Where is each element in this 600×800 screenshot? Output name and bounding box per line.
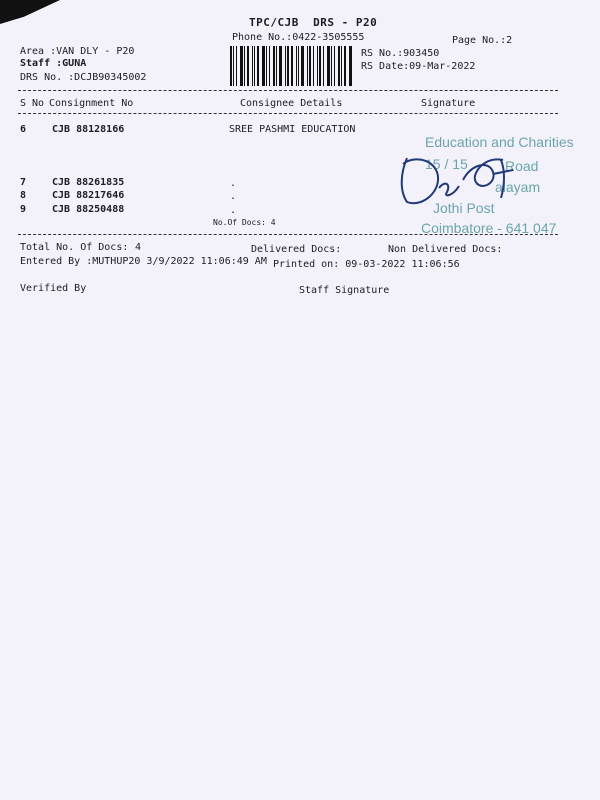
divider-top bbox=[18, 90, 558, 91]
stamp-line: 15 / 15 bbox=[425, 156, 468, 172]
phone-number: Phone No.:0422-3505555 bbox=[232, 32, 365, 43]
staff-signature-label: Staff Signature bbox=[299, 285, 390, 296]
row-consignment: CJB 88128166 bbox=[52, 124, 125, 135]
verified-by-label: Verified By bbox=[20, 283, 87, 294]
divider-bottom bbox=[18, 234, 558, 235]
row-sno: 9 bbox=[20, 204, 27, 215]
stamp-line: Road bbox=[505, 158, 539, 174]
divider-header bbox=[18, 113, 558, 114]
stamp-line: alayam bbox=[495, 179, 541, 195]
col-header-sno: S No bbox=[20, 98, 45, 109]
row-consignment: CJB 88261835 bbox=[52, 177, 125, 188]
total-docs-label: Total No. Of Docs: bbox=[20, 242, 129, 253]
row-consignment: CJB 88217646 bbox=[52, 190, 125, 201]
barcode-image bbox=[229, 46, 354, 86]
col-header-signature: Signature bbox=[421, 98, 476, 109]
row-consignment: CJB 88250488 bbox=[52, 204, 125, 215]
stamp-line: Jothi Post bbox=[433, 200, 495, 216]
area-label: Area :VAN DLY - P20 bbox=[20, 46, 135, 57]
row-consignee: . bbox=[230, 205, 237, 216]
docs-count: No.Of Docs: 4 bbox=[213, 218, 276, 227]
scan-corner-blot bbox=[0, 0, 60, 24]
page-number: Page No.:2 bbox=[452, 35, 513, 46]
stamp-line: Education and Charities bbox=[425, 134, 574, 150]
row-consignee: . bbox=[230, 178, 237, 189]
rs-date: RS Date:09-Mar-2022 bbox=[361, 61, 476, 72]
row-sno: 6 bbox=[20, 124, 27, 135]
row-sno: 7 bbox=[20, 177, 27, 188]
col-header-consignment: Consignment No bbox=[49, 98, 134, 109]
stamp-line: Coimbatore - 641 047 bbox=[421, 220, 557, 236]
entered-by: Entered By :MUTHUP20 3/9/2022 11:06:49 AM bbox=[20, 256, 267, 267]
printed-on: Printed on: 09-03-2022 11:06:56 bbox=[273, 259, 460, 270]
non-delivered-docs-label: Non Delivered Docs: bbox=[388, 244, 503, 255]
handwritten-signature bbox=[393, 150, 533, 210]
row-sno: 8 bbox=[20, 190, 27, 201]
row-consignee: . bbox=[230, 191, 237, 202]
rs-number: RS No.:903450 bbox=[361, 48, 440, 59]
row-consignee: SREE PASHMI EDUCATION bbox=[229, 124, 356, 135]
staff-value: GUNA bbox=[62, 58, 87, 69]
staff-label: Staff : bbox=[20, 58, 63, 69]
delivered-docs-label: Delivered Docs: bbox=[251, 244, 342, 255]
document-title: TPC/CJB DRS - P20 bbox=[249, 16, 378, 29]
staff-field bbox=[20, 58, 86, 69]
total-docs-value: 4 bbox=[135, 242, 142, 253]
drs-number: DRS No. :DCJB90345002 bbox=[20, 72, 147, 83]
col-header-consignee: Consignee Details bbox=[240, 98, 343, 109]
